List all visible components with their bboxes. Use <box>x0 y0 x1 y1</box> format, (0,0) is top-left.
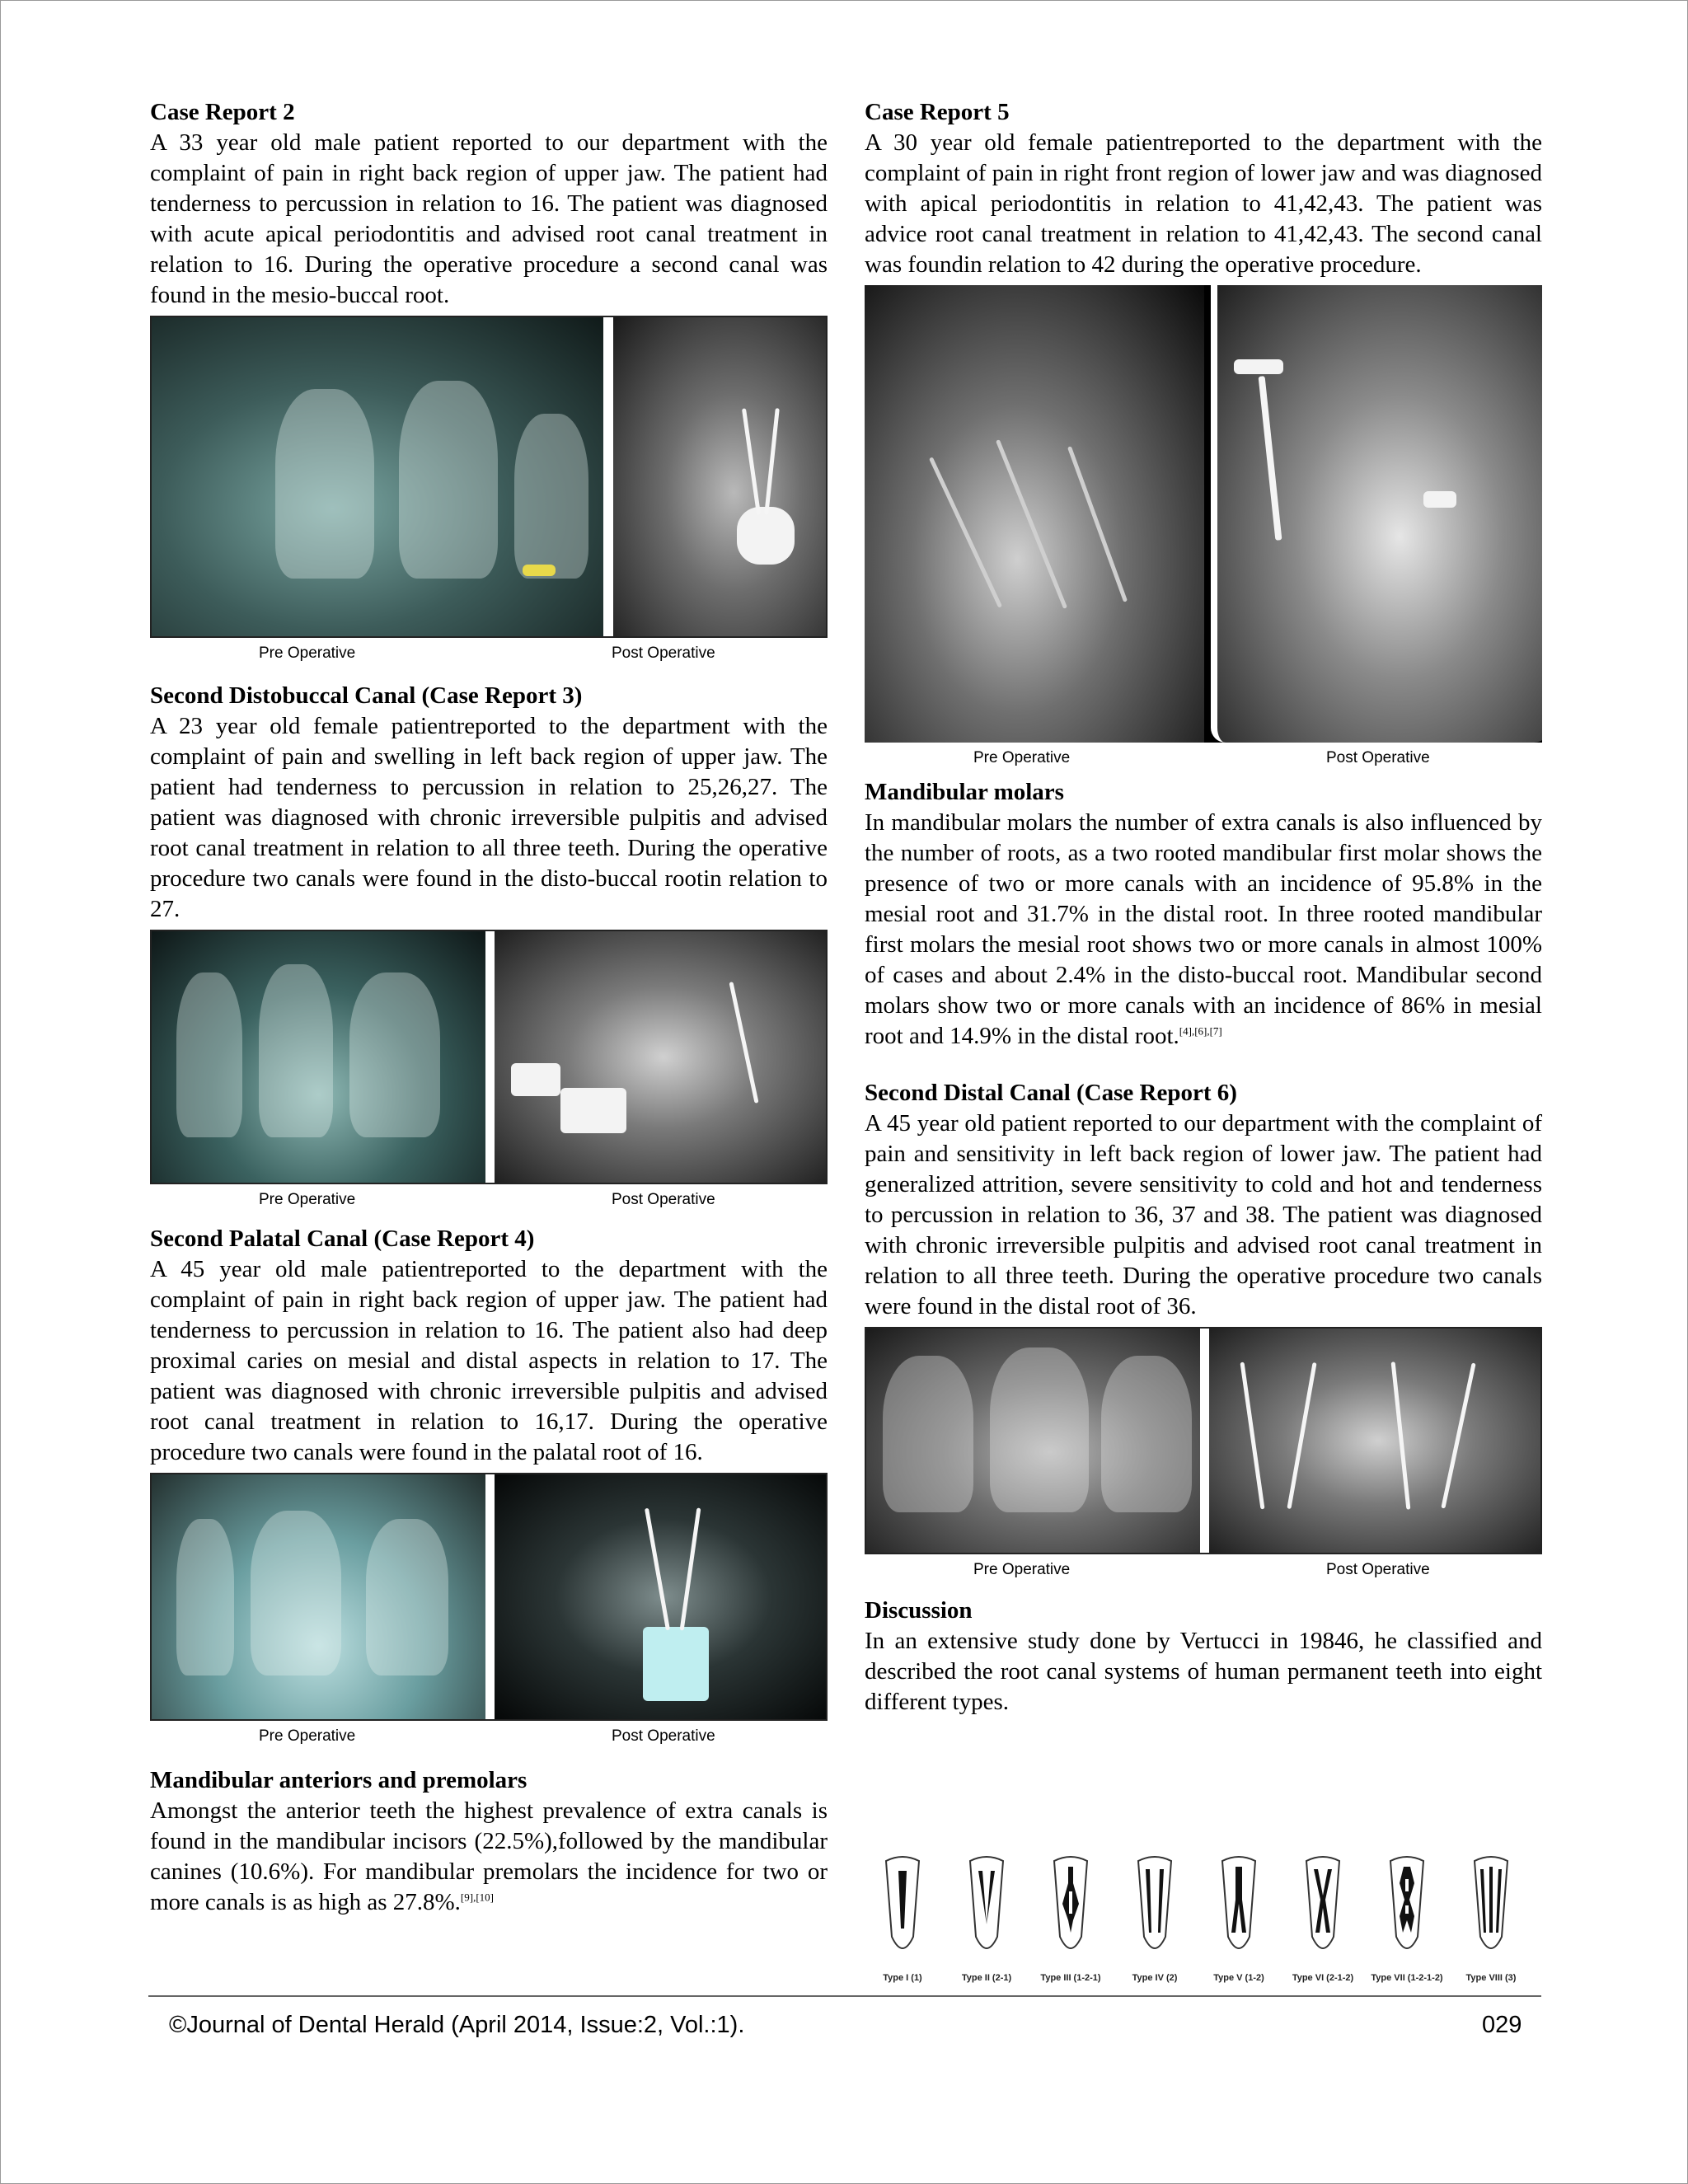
case-2-heading: Case Report 2 <box>150 99 295 125</box>
pre-operative-caption: Pre Operative <box>259 1191 356 1208</box>
case-report-5 <box>865 97 1542 776</box>
tooth-diagram-icon <box>882 1854 923 1961</box>
type-label: Type IV (2) <box>1132 1973 1178 1983</box>
case-5-heading: Case Report 5 <box>865 99 1010 125</box>
case-5-text: A 30 year old female patientreported to the department with the complaint of pain in right front region of lower jaw and was diagnosed with apical periodontitis in relation to 41,42,43. The patient was advice root canal treatment in relation to 41,42,43. The second canal was foundin relation to 42 during the operative procedure. <box>865 129 1542 278</box>
tooth-diagram-icon <box>1050 1854 1091 1961</box>
pre-operative-caption: Pre Operative <box>259 1727 356 1745</box>
mandibular-molars-section <box>865 777 1542 1052</box>
anteriors-refs: [9],[10] <box>460 1891 494 1904</box>
molars-heading: Mandibular molars <box>865 779 1064 805</box>
type-label: Type VIII (3) <box>1465 1973 1517 1983</box>
tooth-diagram-icon <box>1134 1854 1175 1961</box>
case-report-2 <box>150 97 828 671</box>
vertucci-type <box>949 1854 1025 1994</box>
pre-operative-radiograph <box>865 285 1204 743</box>
tooth-diagram-icon <box>966 1854 1007 1961</box>
post-operative-radiograph <box>490 931 828 1183</box>
case-2-captions <box>150 638 828 671</box>
post-operative-caption: Post Operative <box>612 1727 715 1745</box>
tooth-diagram-icon <box>1386 1854 1428 1961</box>
molars-text <box>865 808 1542 1052</box>
pre-operative-radiograph <box>152 317 603 636</box>
discussion-heading: Discussion <box>865 1597 973 1624</box>
pre-operative-caption: Pre Operative <box>973 1561 1071 1578</box>
pre-operative-radiograph <box>152 931 485 1183</box>
post-operative-radiograph <box>608 317 828 636</box>
pre-operative-radiograph <box>152 1474 485 1719</box>
tooth-diagram-icon <box>1302 1854 1343 1961</box>
case-6-figure <box>865 1327 1542 1554</box>
post-operative-caption: Post Operative <box>612 1191 715 1208</box>
post-operative-radiograph <box>1204 1329 1542 1553</box>
post-operative-radiograph <box>1211 285 1542 743</box>
case-3-heading: Second Distobuccal Canal (Case Report 3) <box>150 682 583 709</box>
discussion-text: In an extensive study done by Vertucci in 19846, he classified and described the root canal systems of human permanent teeth into eight different types. <box>865 1628 1542 1715</box>
vertucci-type <box>1285 1854 1361 1994</box>
footer-rule <box>148 1995 1541 1997</box>
molars-refs: [4],[6],[7] <box>1179 1024 1222 1038</box>
type-label: Type I (1) <box>883 1973 922 1983</box>
type-label: Type VI (2-1-2) <box>1292 1973 1354 1983</box>
case-report-4 <box>150 1224 828 1754</box>
case-2-text: A 33 year old male patient reported to our department with the complaint of pain in right back region of upper jaw. The patient had tenderness to percussion in relation to 16. The patient was diagnosed with acute apical periodontitis and advised root canal treatment in relation to 16. During the operative procedure a second canal was found in the mesio-buccal root. <box>150 129 828 308</box>
vertucci-classification-figure <box>865 1854 1542 1994</box>
post-operative-radiograph <box>490 1474 828 1719</box>
vertucci-type <box>865 1854 940 1994</box>
case-6-heading: Second Distal Canal (Case Report 6) <box>865 1080 1237 1106</box>
post-operative-caption: Post Operative <box>1326 1561 1430 1578</box>
post-operative-caption: Post Operative <box>612 644 715 662</box>
mandibular-anteriors-section <box>150 1765 828 1918</box>
vertucci-type <box>1117 1854 1193 1994</box>
tooth-diagram-icon <box>1218 1854 1259 1961</box>
case-4-captions <box>150 1721 828 1754</box>
case-3-text: A 23 year old female patientreported to the department with the complaint of pain and swelling in left back region of upper jaw. The patient had tenderness to percussion in relation to 25,26,27. The patient was diagnosed with chronic irreversible pulpitis and advised root canal treatment in relation to all three teeth. During the operative procedure two canals were found in the disto-buccal rootin relation to 27. <box>150 713 828 922</box>
case-4-text: A 45 year old male patientreported to the department with the complaint of pain in right back region of upper jaw. The patient had tenderness to percussion in relation to 16. The patient also had deep proximal caries on mesial and distal aspects in relation to 17. The patient was diagnosed with chronic irreversible pulpitis and advised root canal treatment in relation to 16,17. During the operative procedure two canals were found in the palatal root of 16. <box>150 1256 828 1465</box>
anteriors-text <box>150 1796 828 1918</box>
case-5-figure <box>865 285 1542 743</box>
vertucci-type <box>1453 1854 1529 1994</box>
anteriors-body: Amongst the anterior teeth the highest prevalence of extra canals is found in the mandibular incisors (22.5%),followed by the mandibular canines (10.6%). For mandibular premolars the incidence for two or more canals is as high as 27.8%. <box>150 1797 828 1915</box>
type-label: Type VII (1-2-1-2) <box>1371 1973 1443 1983</box>
type-label: Type V (1-2) <box>1213 1973 1264 1983</box>
type-label: Type II (2-1) <box>961 1973 1012 1983</box>
case-4-figure <box>150 1473 828 1721</box>
vertucci-type <box>1201 1854 1277 1994</box>
case-5-captions <box>865 743 1542 776</box>
pre-operative-caption: Pre Operative <box>973 749 1071 766</box>
post-operative-caption: Post Operative <box>1326 749 1430 766</box>
case-2-figure <box>150 316 828 638</box>
tooth-diagram-icon <box>1470 1854 1512 1961</box>
left-column <box>150 97 828 1918</box>
case-6-text: A 45 year old patient reported to our department with the complaint of pain and sensitivity in left back region of lower jaw. The patient had generalized attrition, severe sensitivity to cold and hot and tenderness to percussion in relation to 36, 37 and 38. The patient was diagnosed with chronic irreversible pulpitis and advised root canal treatment in relation to all three teeth. During the operative procedure two canals were found in the distal root of 36. <box>865 1110 1542 1319</box>
pre-operative-radiograph <box>866 1329 1200 1553</box>
case-3-figure <box>150 930 828 1184</box>
pre-operative-caption: Pre Operative <box>259 644 356 662</box>
discussion-section <box>865 1596 1542 1718</box>
case-4-heading: Second Palatal Canal (Case Report 4) <box>150 1226 535 1252</box>
page-number: 029 <box>1482 2012 1522 2038</box>
vertucci-type <box>1369 1854 1445 1994</box>
molars-body: In mandibular molars the number of extra canals is also influenced by the number of roots, as a two rooted mandibular first molar shows the presence of two or more canals with an incidence of 95.8% in the mesial root and 31.7% in the distal root. In three rooted mandibular first molars the mesial root shows two or more canals in almost 100% of cases and about 2.4% in the disto-buccal root. Mandibular second molars show two or more canals with an incidence of 86% in mesial root and 14.9% in the distal root. <box>865 809 1542 1049</box>
case-report-6 <box>865 1078 1542 1587</box>
case-report-3 <box>150 681 828 1217</box>
case-6-captions <box>865 1554 1542 1587</box>
case-3-captions <box>150 1184 828 1217</box>
vertucci-type <box>1033 1854 1109 1994</box>
footer-copyright: ©Journal of Dental Herald (April 2014, Issue:2, Vol.:1). <box>169 2012 745 2038</box>
right-column <box>865 97 1542 1718</box>
type-label: Type III (1-2-1) <box>1040 1973 1101 1983</box>
anteriors-heading: Mandibular anteriors and premolars <box>150 1767 528 1793</box>
